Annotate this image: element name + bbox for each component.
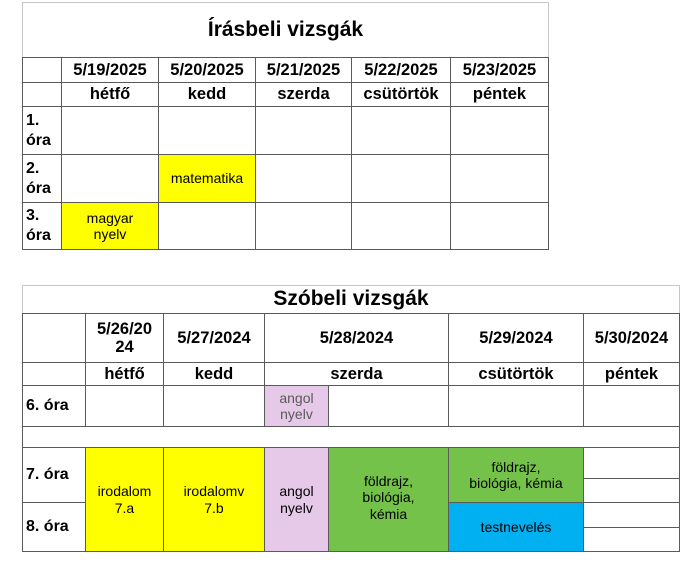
- written-hungarian: magyar nyelv: [86, 209, 134, 242]
- written-period-2: 2. óra: [26, 159, 51, 197]
- oral-literature-7b: irodalomv 7.b: [183, 483, 245, 516]
- oral-day-thu: csütörtök: [478, 364, 554, 383]
- written-date-mon: 5/19/2025: [73, 60, 147, 79]
- oral-period-8: 8. óra: [26, 517, 69, 535]
- oral-date-wed: 5/28/2024: [319, 328, 394, 347]
- oral-date-tue: 5/27/2024: [177, 328, 251, 347]
- oral-day-wed: szerda: [330, 364, 383, 383]
- written-period-1: 1. óra: [26, 111, 51, 149]
- oral-english-78: angol nyelv: [279, 483, 314, 516]
- written-day-wed: szerda: [277, 85, 330, 104]
- oral-science-wed: földrajz, biológia, kémia: [362, 473, 415, 522]
- written-period-3: 3. óra: [26, 207, 51, 244]
- written-day-fri: péntek: [472, 85, 527, 104]
- oral-science-thu: földrajz, biológia, kémia: [469, 458, 563, 491]
- written-date-thu: 5/22/2025: [364, 60, 438, 79]
- written-date-wed: 5/21/2025: [266, 60, 341, 79]
- oral-title: Szóbeli vizsgák: [273, 287, 429, 311]
- oral-day-mon: hétfő: [104, 364, 145, 383]
- oral-day-fri: péntek: [604, 364, 659, 383]
- written-date-tue: 5/20/2025: [170, 60, 244, 79]
- oral-period-7: 7. óra: [26, 465, 69, 483]
- written-math: matematika: [170, 170, 244, 187]
- oral-english-6: angol nyelv: [279, 389, 314, 422]
- oral-period-6: 6. óra: [26, 396, 69, 414]
- oral-date-thu: 5/29/2024: [479, 328, 553, 347]
- oral-day-tue: kedd: [194, 364, 234, 383]
- oral-date-mon: 5/26/20 24: [96, 319, 153, 356]
- written-title: Írásbeli vizsgák: [207, 17, 364, 41]
- written-day-mon: hétfő: [89, 85, 131, 104]
- written-day-thu: csütörtök: [363, 85, 439, 104]
- oral-literature-7a: irodalom 7.a: [97, 483, 152, 516]
- oral-date-fri: 5/30/2024: [594, 328, 669, 347]
- oral-pe: testnevelés: [480, 518, 552, 535]
- written-day-tue: kedd: [187, 85, 227, 104]
- written-date-fri: 5/23/2025: [462, 60, 537, 79]
